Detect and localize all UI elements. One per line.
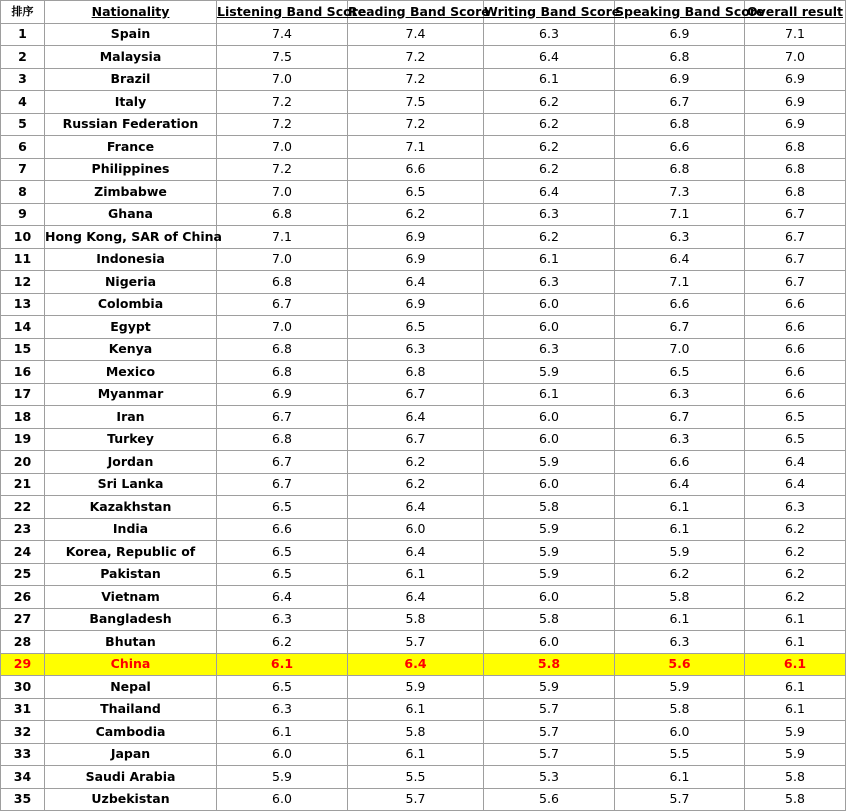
rank-cell: 23 (1, 518, 45, 541)
rank-cell: 22 (1, 496, 45, 519)
rank-cell: 29 (1, 653, 45, 676)
speaking-cell: 6.8 (615, 158, 745, 181)
table-row (1, 113, 846, 136)
overall-cell: 6.6 (745, 316, 846, 339)
overall-cell: 6.5 (745, 406, 846, 429)
overall-cell: 6.9 (745, 68, 846, 91)
listening-cell: 6.5 (217, 496, 348, 519)
header-speaking: Speaking Band Score (615, 1, 745, 24)
speaking-cell: 6.9 (615, 23, 745, 46)
rank-cell: 14 (1, 316, 45, 339)
speaking-cell: 6.3 (615, 428, 745, 451)
writing-cell: 6.0 (484, 293, 615, 316)
writing-cell: 5.9 (484, 541, 615, 564)
nationality-cell: France (45, 136, 217, 159)
reading-cell: 5.7 (348, 631, 484, 654)
header-row (1, 1, 846, 24)
speaking-cell: 6.3 (615, 383, 745, 406)
listening-cell: 6.7 (217, 293, 348, 316)
rank-cell: 21 (1, 473, 45, 496)
rank-cell: 24 (1, 541, 45, 564)
rank-cell: 34 (1, 766, 45, 789)
writing-cell: 5.7 (484, 743, 615, 766)
overall-cell: 6.8 (745, 181, 846, 204)
nationality-cell: Zimbabwe (45, 181, 217, 204)
table-row (1, 158, 846, 181)
reading-cell: 5.8 (348, 608, 484, 631)
speaking-cell: 6.3 (615, 226, 745, 249)
overall-cell: 6.4 (745, 473, 846, 496)
speaking-cell: 6.4 (615, 473, 745, 496)
listening-cell: 7.0 (217, 316, 348, 339)
rank-cell: 11 (1, 248, 45, 271)
rank-cell: 32 (1, 721, 45, 744)
speaking-cell: 7.1 (615, 271, 745, 294)
reading-cell: 6.2 (348, 203, 484, 226)
writing-cell: 5.8 (484, 653, 615, 676)
speaking-cell: 6.4 (615, 248, 745, 271)
table-row (1, 676, 846, 699)
reading-cell: 6.1 (348, 698, 484, 721)
table-row (1, 586, 846, 609)
listening-cell: 6.5 (217, 563, 348, 586)
rank-cell: 6 (1, 136, 45, 159)
writing-cell: 6.1 (484, 383, 615, 406)
nationality-cell: Japan (45, 743, 217, 766)
overall-cell: 6.2 (745, 518, 846, 541)
listening-cell: 6.8 (217, 361, 348, 384)
reading-cell: 6.6 (348, 158, 484, 181)
overall-cell: 6.8 (745, 158, 846, 181)
table-row (1, 91, 846, 114)
speaking-cell: 6.7 (615, 406, 745, 429)
speaking-cell: 6.3 (615, 631, 745, 654)
overall-cell: 6.5 (745, 428, 846, 451)
nationality-cell: Egypt (45, 316, 217, 339)
writing-cell: 5.9 (484, 451, 615, 474)
rank-cell: 27 (1, 608, 45, 631)
table-row (1, 541, 846, 564)
nationality-cell: Jordan (45, 451, 217, 474)
listening-cell: 7.2 (217, 158, 348, 181)
speaking-cell: 5.6 (615, 653, 745, 676)
overall-cell: 6.7 (745, 248, 846, 271)
overall-cell: 6.6 (745, 293, 846, 316)
rank-cell: 19 (1, 428, 45, 451)
rank-cell: 28 (1, 631, 45, 654)
reading-cell: 7.2 (348, 68, 484, 91)
nationality-cell: Vietnam (45, 586, 217, 609)
reading-cell: 6.7 (348, 383, 484, 406)
reading-cell: 6.4 (348, 496, 484, 519)
header-rank: 排序 (1, 1, 45, 24)
listening-cell: 7.0 (217, 248, 348, 271)
listening-cell: 6.9 (217, 383, 348, 406)
writing-cell: 6.2 (484, 136, 615, 159)
speaking-cell: 6.9 (615, 68, 745, 91)
nationality-cell: Russian Federation (45, 113, 217, 136)
speaking-cell: 5.8 (615, 586, 745, 609)
speaking-cell: 5.7 (615, 788, 745, 811)
rank-cell: 12 (1, 271, 45, 294)
writing-cell: 5.9 (484, 361, 615, 384)
writing-cell: 6.0 (484, 316, 615, 339)
rank-cell: 26 (1, 586, 45, 609)
reading-cell: 6.4 (348, 406, 484, 429)
overall-cell: 6.2 (745, 586, 846, 609)
overall-cell: 6.6 (745, 338, 846, 361)
speaking-cell: 6.6 (615, 293, 745, 316)
writing-cell: 5.9 (484, 563, 615, 586)
nationality-cell: Mexico (45, 361, 217, 384)
writing-cell: 5.8 (484, 496, 615, 519)
overall-cell: 6.9 (745, 91, 846, 114)
table-row-highlighted (1, 653, 846, 676)
reading-cell: 6.9 (348, 226, 484, 249)
reading-cell: 7.1 (348, 136, 484, 159)
listening-cell: 7.5 (217, 46, 348, 69)
overall-cell: 6.2 (745, 541, 846, 564)
table-row (1, 428, 846, 451)
table-row (1, 46, 846, 69)
speaking-cell: 6.1 (615, 608, 745, 631)
speaking-cell: 6.8 (615, 46, 745, 69)
overall-cell: 5.8 (745, 766, 846, 789)
nationality-cell: Kazakhstan (45, 496, 217, 519)
writing-cell: 6.3 (484, 338, 615, 361)
writing-cell: 5.7 (484, 721, 615, 744)
overall-cell: 6.1 (745, 653, 846, 676)
listening-cell: 6.5 (217, 676, 348, 699)
speaking-cell: 6.8 (615, 113, 745, 136)
rank-cell: 31 (1, 698, 45, 721)
writing-cell: 6.3 (484, 23, 615, 46)
writing-cell: 5.7 (484, 698, 615, 721)
nationality-cell: Spain (45, 23, 217, 46)
overall-cell: 7.1 (745, 23, 846, 46)
table-row (1, 383, 846, 406)
overall-cell: 6.2 (745, 563, 846, 586)
writing-cell: 6.4 (484, 181, 615, 204)
listening-cell: 6.5 (217, 541, 348, 564)
rank-cell: 7 (1, 158, 45, 181)
overall-cell: 6.1 (745, 608, 846, 631)
listening-cell: 6.0 (217, 743, 348, 766)
rank-cell: 20 (1, 451, 45, 474)
speaking-cell: 7.3 (615, 181, 745, 204)
nationality-cell: Brazil (45, 68, 217, 91)
nationality-cell: China (45, 653, 217, 676)
nationality-cell: Myanmar (45, 383, 217, 406)
nationality-cell: Malaysia (45, 46, 217, 69)
reading-cell: 6.4 (348, 653, 484, 676)
table-body (1, 23, 846, 811)
speaking-cell: 5.9 (615, 676, 745, 699)
table-row (1, 136, 846, 159)
nationality-cell: Iran (45, 406, 217, 429)
listening-cell: 7.4 (217, 23, 348, 46)
speaking-cell: 6.7 (615, 91, 745, 114)
reading-cell: 6.4 (348, 271, 484, 294)
listening-cell: 6.8 (217, 338, 348, 361)
table-row (1, 226, 846, 249)
listening-cell: 6.4 (217, 586, 348, 609)
overall-cell: 6.7 (745, 226, 846, 249)
rank-cell: 3 (1, 68, 45, 91)
rank-cell: 16 (1, 361, 45, 384)
overall-cell: 6.6 (745, 383, 846, 406)
nationality-cell: Italy (45, 91, 217, 114)
overall-cell: 5.8 (745, 788, 846, 811)
writing-cell: 6.2 (484, 158, 615, 181)
overall-cell: 6.1 (745, 676, 846, 699)
nationality-cell: Ghana (45, 203, 217, 226)
table-row (1, 631, 846, 654)
writing-cell: 5.9 (484, 518, 615, 541)
writing-cell: 6.0 (484, 473, 615, 496)
overall-cell: 6.8 (745, 136, 846, 159)
speaking-cell: 6.2 (615, 563, 745, 586)
writing-cell: 6.1 (484, 68, 615, 91)
rank-cell: 10 (1, 226, 45, 249)
table-row (1, 608, 846, 631)
nationality-cell: Korea, Republic of (45, 541, 217, 564)
writing-cell: 6.3 (484, 271, 615, 294)
nationality-cell: Philippines (45, 158, 217, 181)
overall-cell: 7.0 (745, 46, 846, 69)
writing-cell: 6.3 (484, 203, 615, 226)
speaking-cell: 6.0 (615, 721, 745, 744)
listening-cell: 5.9 (217, 766, 348, 789)
speaking-cell: 6.1 (615, 766, 745, 789)
table-row (1, 563, 846, 586)
nationality-cell: Hong Kong, SAR of China (45, 226, 217, 249)
nationality-cell: Colombia (45, 293, 217, 316)
table-row (1, 361, 846, 384)
header-listening: Listening Band Score (217, 1, 348, 24)
nationality-cell: Nepal (45, 676, 217, 699)
header-writing: Writing Band Score (484, 1, 615, 24)
header-overall: Overall result (745, 1, 846, 24)
rank-cell: 33 (1, 743, 45, 766)
nationality-cell: Pakistan (45, 563, 217, 586)
rank-cell: 18 (1, 406, 45, 429)
nationality-cell: Thailand (45, 698, 217, 721)
nationality-cell: Bhutan (45, 631, 217, 654)
rank-cell: 2 (1, 46, 45, 69)
header-reading: Reading Band Score (348, 1, 484, 24)
table-row (1, 316, 846, 339)
writing-cell: 5.9 (484, 676, 615, 699)
speaking-cell: 6.1 (615, 518, 745, 541)
listening-cell: 6.2 (217, 631, 348, 654)
reading-cell: 6.2 (348, 473, 484, 496)
reading-cell: 6.2 (348, 451, 484, 474)
reading-cell: 6.8 (348, 361, 484, 384)
table-row (1, 68, 846, 91)
table-row (1, 451, 846, 474)
table-row (1, 406, 846, 429)
listening-cell: 7.0 (217, 181, 348, 204)
table-row (1, 271, 846, 294)
listening-cell: 6.7 (217, 473, 348, 496)
reading-cell: 6.4 (348, 541, 484, 564)
nationality-cell: Indonesia (45, 248, 217, 271)
rank-cell: 9 (1, 203, 45, 226)
listening-cell: 6.8 (217, 428, 348, 451)
writing-cell: 6.0 (484, 586, 615, 609)
listening-cell: 6.3 (217, 608, 348, 631)
speaking-cell: 5.9 (615, 541, 745, 564)
rank-cell: 35 (1, 788, 45, 811)
nationality-cell: Uzbekistan (45, 788, 217, 811)
reading-cell: 5.5 (348, 766, 484, 789)
writing-cell: 6.0 (484, 631, 615, 654)
rank-cell: 15 (1, 338, 45, 361)
reading-cell: 7.5 (348, 91, 484, 114)
speaking-cell: 6.7 (615, 316, 745, 339)
overall-cell: 6.7 (745, 203, 846, 226)
listening-cell: 7.2 (217, 113, 348, 136)
nationality-cell: Kenya (45, 338, 217, 361)
writing-cell: 6.2 (484, 226, 615, 249)
reading-cell: 5.7 (348, 788, 484, 811)
reading-cell: 6.0 (348, 518, 484, 541)
listening-cell: 6.3 (217, 698, 348, 721)
reading-cell: 6.9 (348, 248, 484, 271)
nationality-cell: Sri Lanka (45, 473, 217, 496)
nationality-cell: Saudi Arabia (45, 766, 217, 789)
listening-cell: 6.6 (217, 518, 348, 541)
rank-cell: 1 (1, 23, 45, 46)
listening-cell: 7.0 (217, 68, 348, 91)
reading-cell: 5.8 (348, 721, 484, 744)
reading-cell: 7.4 (348, 23, 484, 46)
rank-cell: 8 (1, 181, 45, 204)
table-row (1, 766, 846, 789)
listening-cell: 6.7 (217, 406, 348, 429)
listening-cell: 7.1 (217, 226, 348, 249)
speaking-cell: 5.8 (615, 698, 745, 721)
reading-cell: 5.9 (348, 676, 484, 699)
rank-cell: 25 (1, 563, 45, 586)
header-nationality: Nationality (45, 1, 217, 24)
overall-cell: 6.3 (745, 496, 846, 519)
overall-cell: 6.6 (745, 361, 846, 384)
listening-cell: 7.2 (217, 91, 348, 114)
speaking-cell: 7.1 (615, 203, 745, 226)
table-row (1, 23, 846, 46)
reading-cell: 6.3 (348, 338, 484, 361)
writing-cell: 6.0 (484, 406, 615, 429)
nationality-cell: Bangladesh (45, 608, 217, 631)
writing-cell: 5.6 (484, 788, 615, 811)
overall-cell: 6.1 (745, 698, 846, 721)
speaking-cell: 6.5 (615, 361, 745, 384)
speaking-cell: 7.0 (615, 338, 745, 361)
rank-cell: 4 (1, 91, 45, 114)
writing-cell: 5.8 (484, 608, 615, 631)
reading-cell: 6.9 (348, 293, 484, 316)
nationality-cell: Nigeria (45, 271, 217, 294)
listening-cell: 6.7 (217, 451, 348, 474)
writing-cell: 6.1 (484, 248, 615, 271)
rank-cell: 13 (1, 293, 45, 316)
overall-cell: 6.9 (745, 113, 846, 136)
table-row (1, 518, 846, 541)
table-row (1, 496, 846, 519)
table-row (1, 721, 846, 744)
writing-cell: 6.2 (484, 91, 615, 114)
table-row (1, 248, 846, 271)
table-row (1, 203, 846, 226)
overall-cell: 6.4 (745, 451, 846, 474)
writing-cell: 6.4 (484, 46, 615, 69)
table-row (1, 473, 846, 496)
overall-cell: 5.9 (745, 721, 846, 744)
table-row (1, 293, 846, 316)
rank-cell: 17 (1, 383, 45, 406)
overall-cell: 6.7 (745, 271, 846, 294)
listening-cell: 6.1 (217, 721, 348, 744)
reading-cell: 6.5 (348, 316, 484, 339)
nationality-cell: Cambodia (45, 721, 217, 744)
writing-cell: 5.3 (484, 766, 615, 789)
rank-cell: 30 (1, 676, 45, 699)
table-row (1, 698, 846, 721)
writing-cell: 6.2 (484, 113, 615, 136)
nationality-cell: India (45, 518, 217, 541)
writing-cell: 6.0 (484, 428, 615, 451)
listening-cell: 7.0 (217, 136, 348, 159)
listening-cell: 6.1 (217, 653, 348, 676)
listening-cell: 6.0 (217, 788, 348, 811)
listening-cell: 6.8 (217, 203, 348, 226)
reading-cell: 6.1 (348, 743, 484, 766)
table-row (1, 338, 846, 361)
listening-cell: 6.8 (217, 271, 348, 294)
speaking-cell: 6.1 (615, 496, 745, 519)
speaking-cell: 6.6 (615, 136, 745, 159)
rank-cell: 5 (1, 113, 45, 136)
table-row (1, 181, 846, 204)
reading-cell: 6.4 (348, 586, 484, 609)
speaking-cell: 5.5 (615, 743, 745, 766)
reading-cell: 6.5 (348, 181, 484, 204)
nationality-cell: Turkey (45, 428, 217, 451)
overall-cell: 6.1 (745, 631, 846, 654)
reading-cell: 7.2 (348, 46, 484, 69)
table-row (1, 743, 846, 766)
reading-cell: 7.2 (348, 113, 484, 136)
reading-cell: 6.1 (348, 563, 484, 586)
table-row (1, 788, 846, 811)
overall-cell: 5.9 (745, 743, 846, 766)
speaking-cell: 6.6 (615, 451, 745, 474)
reading-cell: 6.7 (348, 428, 484, 451)
